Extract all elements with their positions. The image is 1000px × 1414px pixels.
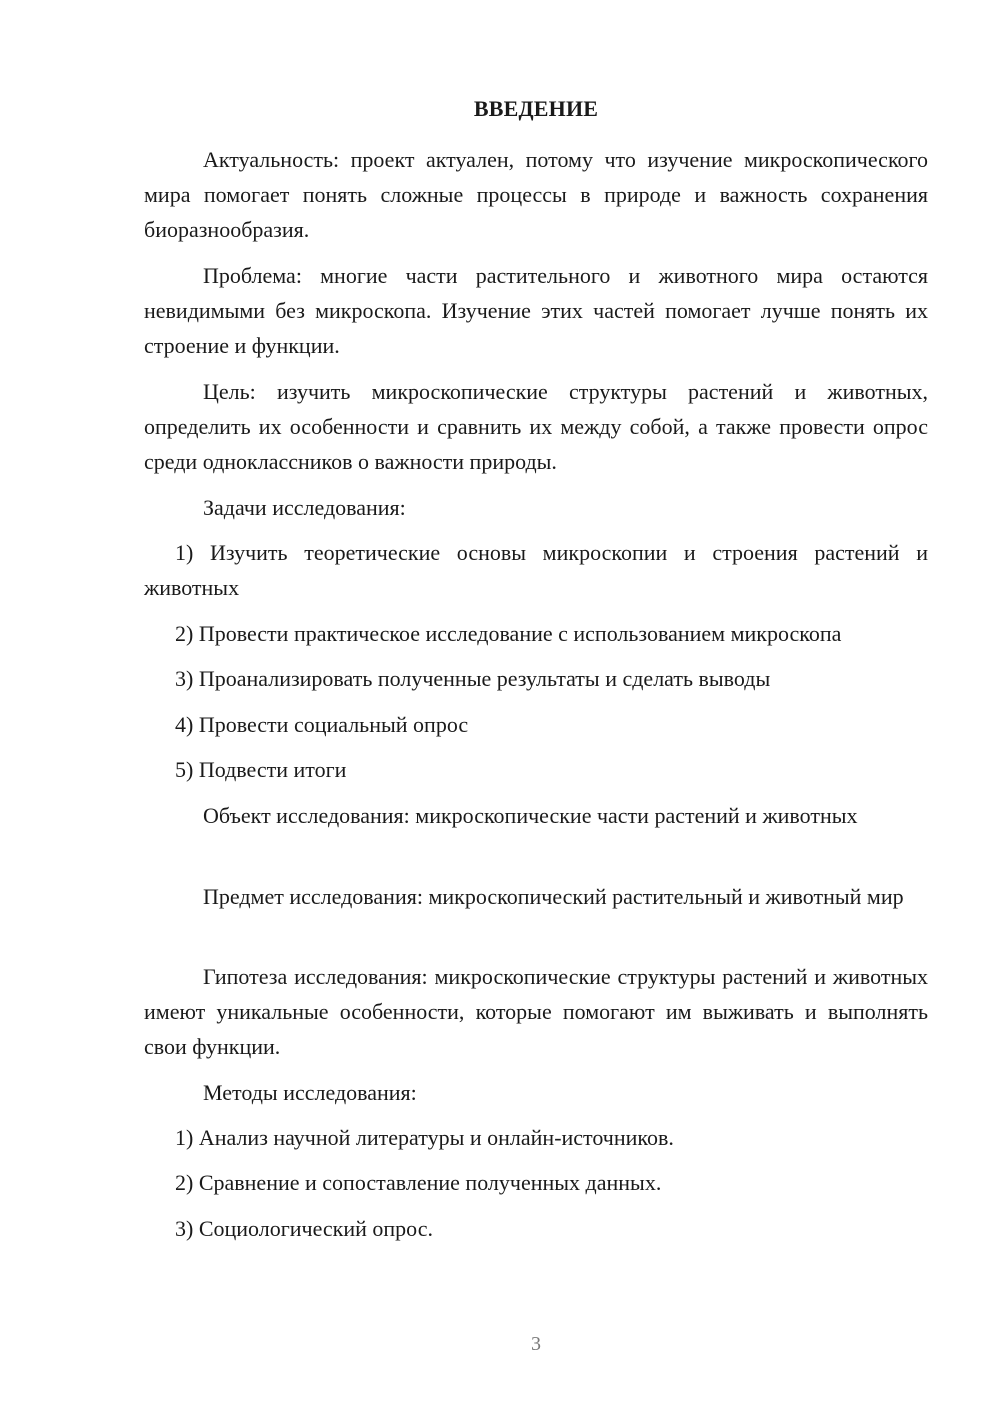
task-item: 4) Провести социальный опрос — [175, 712, 469, 737]
page-title: ВВЕДЕНИЕ — [473, 96, 599, 121]
method-item: 1) Анализ научной литературы и онлайн-источников. — [175, 1125, 674, 1150]
hypothesis-paragraph: Гипотеза исследования: микроскопические структуры растений и животных имеют уникальные особенности, которые помогают им выживать и выполнять свои функции. — [144, 964, 928, 1059]
object-paragraph: Объект исследования: микроскопические части растений и животных — [203, 803, 858, 828]
task-item: 3) Проанализировать полученные результаты и сделать выводы — [175, 666, 771, 691]
methods-heading: Методы исследования: — [203, 1080, 417, 1105]
task-item: 2) Провести практическое исследование с использованием микроскопа — [175, 621, 842, 646]
method-item: 2) Сравнение и сопоставление полученных данных. — [175, 1170, 662, 1195]
problem-paragraph: Проблема: многие части растительного и животного мира остаются невидимыми без микроскопа. Изучение этих частей помогает лучше понять их строение и функции. — [144, 263, 928, 358]
subject-paragraph: Предмет исследования: микроскопический растительный и животный мир — [203, 884, 904, 909]
page-number: 3 — [531, 1333, 541, 1355]
relevance-paragraph: Актуальность: проект актуален, потому что изучение микроскопического мира помогает понять сложные процессы в природе и важность сохранения биоразнообразия. — [144, 147, 928, 242]
goal-paragraph: Цель: изучить микроскопические структуры растений и животных, определить их особенности и сравнить их между собой, а также провести опрос среди одноклассников о важности природы. — [144, 379, 928, 474]
method-item: 3) Социологический опрос. — [175, 1216, 433, 1241]
task-item: 1) Изучить теоретические основы микроскопии и строения растений и животных — [144, 540, 928, 600]
tasks-heading: Задачи исследования: — [203, 495, 406, 520]
task-item: 5) Подвести итоги — [175, 757, 347, 782]
